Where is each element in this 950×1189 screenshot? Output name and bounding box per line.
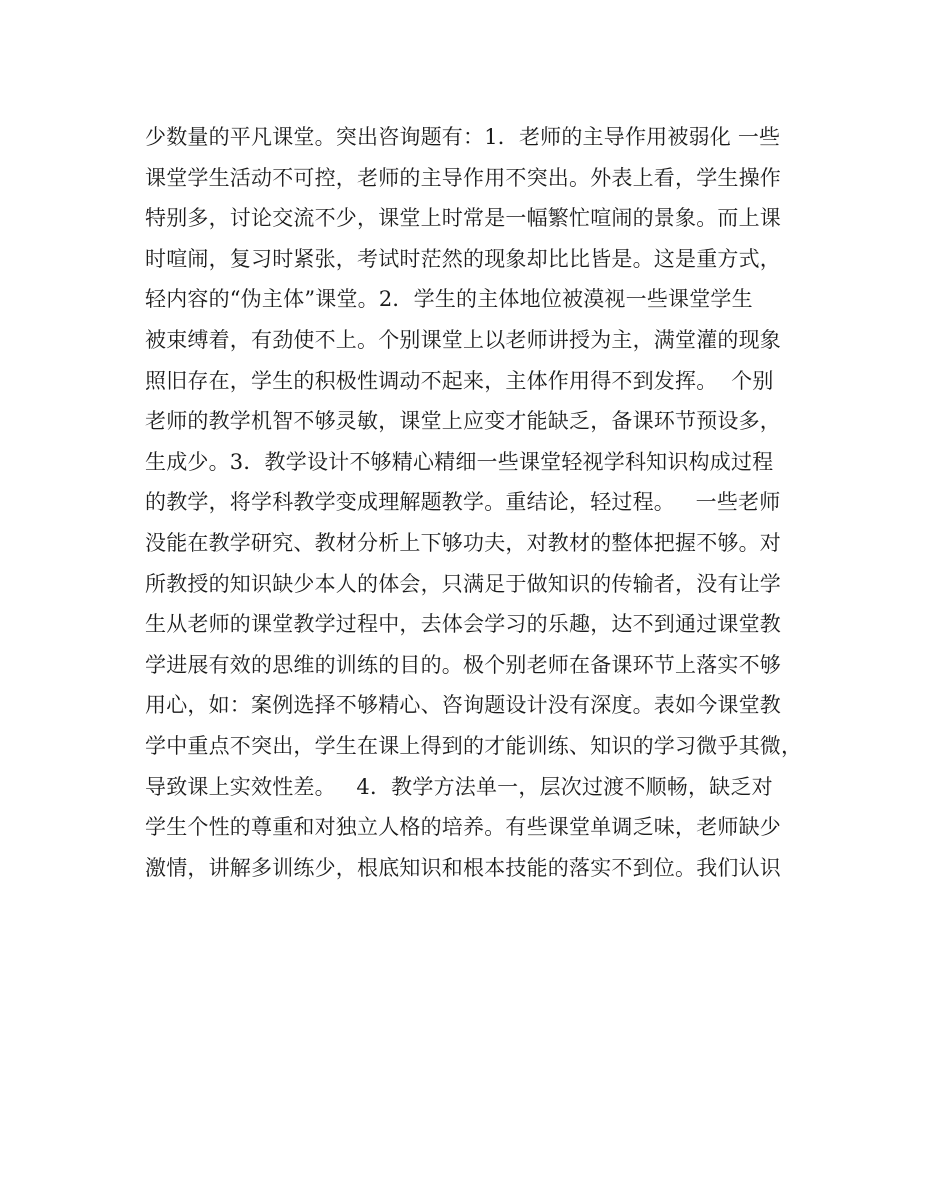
text-line: 照旧存在，学生的积极性调动不起来，主体作用得不到发挥。 个别 [145,368,774,393]
text-line: 的教学，将学科教学变成理解题教学。重结论，轻过程。 一些老师 [145,490,781,515]
text-line: 生从老师的课堂教学过程中，去体会学习的乐趣，达不到通过课堂教 [145,612,781,637]
text-line: 时喧闹，复习时紧张，考试时茫然的现象却比比皆是。这是重方式， [145,246,781,271]
text-line: 激情，讲解多训练少，根底知识和根本技能的落实不到位。我们认识 [145,855,781,880]
text-line: 被束缚着，有劲使不上。个别课堂上以老师讲授为主，满堂灌的现象 [145,327,781,352]
text-line: 少数量的平凡课堂。突出咨询题有：1．老师的主导作用被弱化 一些 [145,125,781,149]
text-line: 课堂学生活动不可控，老师的主导作用不突出。外表上看，学生操作 [145,165,781,190]
text-line: 没能在教学研究、教材分析上下够功夫，对教材的整体把握不够。对 [145,530,781,555]
text-line: 生成少。3．教学设计不够精心精细一些课堂轻视学科知识构成过程 [145,449,774,474]
body-text [145,117,845,888]
text-line: 所教授的知识缺少本人的体会，只满足于做知识的传输者，没有让学 [145,571,781,596]
text-line: 学进展有效的思维的训练的目的。极个别老师在备课环节上落实不够 [145,652,781,677]
text-line: 用心，如：案例选择不够精心、咨询题设计没有深度。表如今课堂教 [145,693,781,718]
text-line: 导致课上实效性差。 4．教学方法单一，层次过渡不顺畅，缺乏对 [145,774,773,799]
text-line: 老师的教学机智不够灵敏，课堂上应变才能缺乏，备课环节预设多， [145,409,781,434]
text-line: 特别多，讨论交流不少，课堂上时常是一幅繁忙喧闹的景象。而上课 [145,206,781,231]
text-line: 轻内容的“伪主体”课堂。2．学生的主体地位被漠视一些课堂学生 [145,287,753,312]
text-line: 学中重点不突出，学生在课上得到的才能训练、知识的学习微乎其微， [145,733,803,758]
text-line: 学生个性的尊重和对独立人格的培养。有些课堂单调乏味，老师缺少 [145,815,781,840]
